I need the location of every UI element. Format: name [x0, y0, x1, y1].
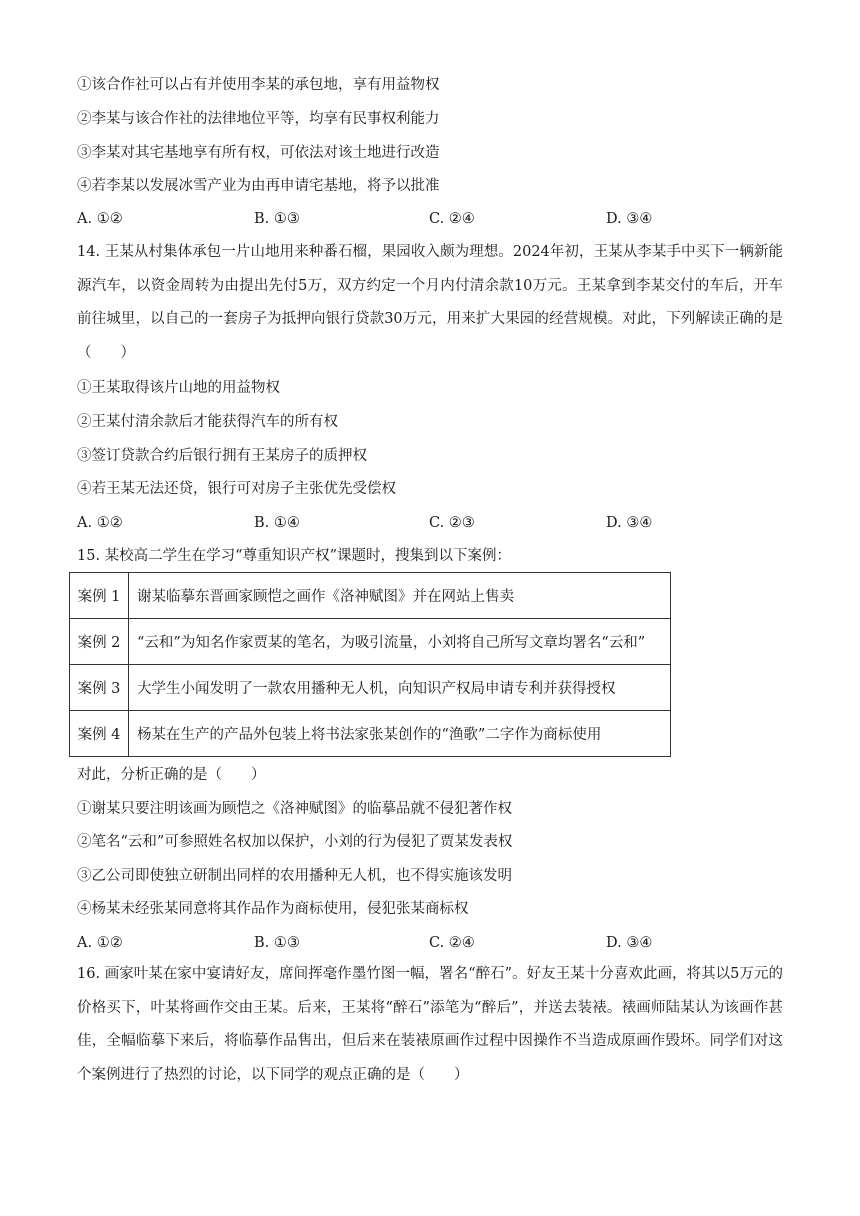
q15-option-a[interactable]: A. ①② — [77, 935, 123, 951]
q14-options — [77, 513, 783, 533]
q15-item-4: ④杨某未经张某同意将其作品作为商标使用，侵犯张某商标权 — [77, 901, 469, 917]
q15-case-table — [69, 572, 671, 757]
case-text: 杨某在生产的产品外包装上将书法家张某创作的“渔歌”二字作为商标使用 — [129, 711, 671, 757]
table-row — [70, 619, 671, 665]
case-label: 案例 3 — [70, 665, 129, 711]
q14-option-d[interactable]: D. ③④ — [606, 515, 653, 531]
case-label: 案例 2 — [70, 619, 129, 665]
table-row — [70, 573, 671, 619]
q14-option-c[interactable]: C. ②③ — [429, 515, 475, 531]
q14-stem: 14. 王某从村集体承包一片山地用来种番石榴，果园收入颇为理想。2024年初，王某从李某手中买下一辆新能源汽车，以资金周转为由提出先付5万，双方约定一个月内付清余款10万元。王某拿到李某交付的车后，开车前往城里，以自己的一套房子为抵押向银行贷款30万元，用来扩大果园的经营规模。对此，下列解读正确的是（ ） — [77, 244, 783, 361]
q15-question: 对此，分析正确的是（ ） — [77, 767, 266, 783]
q14-item-4: ④若王某无法还贷，银行可对房子主张优先受偿权 — [77, 481, 396, 497]
q13-option-b[interactable]: B. ①③ — [254, 211, 300, 227]
q14-option-a[interactable]: A. ①② — [77, 515, 123, 531]
q14-item-3: ③签订贷款合约后银行拥有王某房子的质押权 — [77, 448, 367, 464]
q15-item-3: ③乙公司即使独立研制出同样的农用播种无人机，也不得实施该发明 — [77, 868, 512, 884]
q13-item-2: ②李某与该合作社的法律地位平等，均享有民事权利能力 — [77, 111, 440, 127]
q15-item-1: ①谢某只要注明该画为顾恺之《洛神赋图》的临摹品就不侵犯著作权 — [77, 801, 512, 817]
q13-item-1: ①该合作社可以占有并使用李某的承包地，享有用益物权 — [77, 77, 440, 93]
q13-options — [77, 209, 783, 229]
q15-stem: 15. 某校高二学生在学习“尊重知识产权”课题时，搜集到以下案例： — [77, 548, 511, 564]
case-text: 大学生小闻发明了一款农用播种无人机，向知识产权局申请专利并获得授权 — [129, 665, 671, 711]
q13-item-4: ④若李某以发展冰雪产业为由再申请宅基地，将予以批准 — [77, 178, 440, 194]
table-row — [70, 665, 671, 711]
q15-option-d[interactable]: D. ③④ — [606, 935, 653, 951]
q15-options — [77, 933, 783, 953]
table-row — [70, 711, 671, 757]
case-label: 案例 4 — [70, 711, 129, 757]
q16-stem: 16. 画家叶某在家中宴请好友，席间挥毫作墨竹图一幅，署名“醉石”。好友王某十分喜欢此画，将其以5万元的价格买下，叶某将画作交由王某。后来，王某将“醉石”添笔为“醉后”，并送去装裱。裱画师陆某认为该画作甚佳，全幅临摹下来后，将临摹作品售出，但后来在装裱原画作过程中因操作不当造成原画作毁坏。同学们对这个案例进行了热烈的讨论，以下同学的观点正确的是（ ） — [77, 966, 783, 1083]
q13-option-a[interactable]: A. ①② — [77, 211, 123, 227]
q15-option-c[interactable]: C. ②④ — [429, 935, 475, 951]
q14-option-b[interactable]: B. ①④ — [254, 515, 300, 531]
q15-option-b[interactable]: B. ①③ — [254, 935, 300, 951]
q14-item-1: ①王某取得该片山地的用益物权 — [77, 380, 280, 396]
case-label: 案例 1 — [70, 573, 129, 619]
case-text: “云和”为知名作家贾某的笔名，为吸引流量，小刘将自己所写文章均署名“云和” — [129, 619, 671, 665]
q15-item-2: ②笔名“云和”可参照姓名权加以保护，小刘的行为侵犯了贾某发表权 — [77, 834, 513, 850]
case-text: 谢某临摹东晋画家顾恺之画作《洛神赋图》并在网站上售卖 — [129, 573, 671, 619]
q13-item-3: ③李某对其宅基地享有所有权，可依法对该土地进行改造 — [77, 145, 440, 161]
q13-option-c[interactable]: C. ②④ — [429, 211, 475, 227]
q13-option-d[interactable]: D. ③④ — [606, 211, 653, 227]
q14-item-2: ②王某付清余款后才能获得汽车的所有权 — [77, 414, 338, 430]
